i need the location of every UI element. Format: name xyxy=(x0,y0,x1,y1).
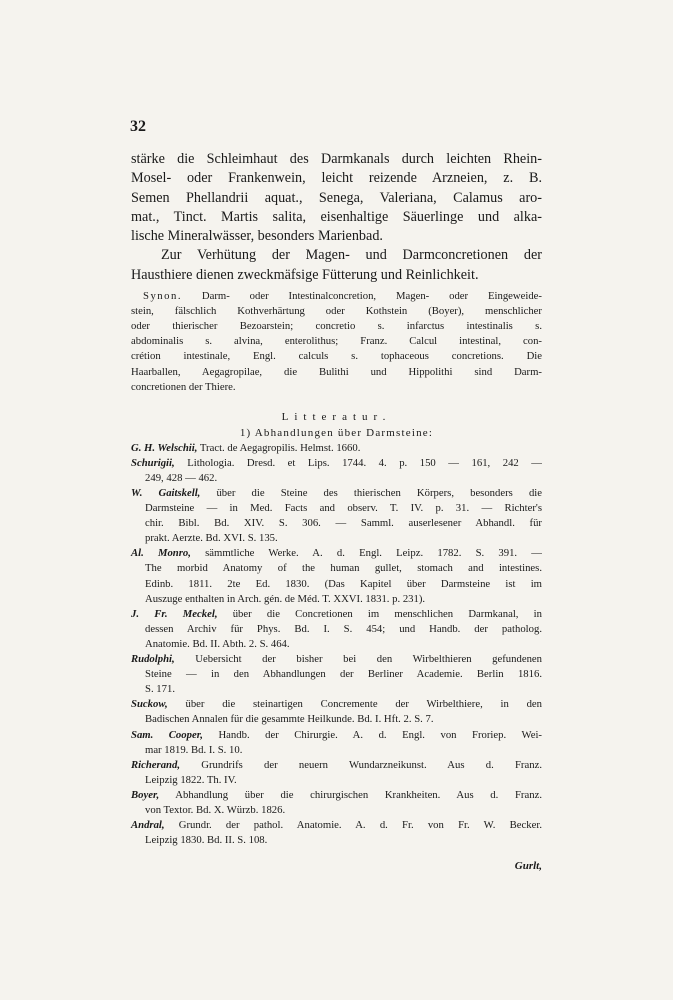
text-line xyxy=(131,441,542,456)
entry-author: Schurigii, xyxy=(131,456,175,469)
catchword: Gurlt, xyxy=(514,860,542,872)
text-line: abdominalis s. alvina, enterolithus; Franz. Calcul intestinal, con- xyxy=(131,335,542,348)
main-paragraph xyxy=(131,150,542,285)
bibliography-entry xyxy=(131,456,542,486)
text-line xyxy=(131,788,542,803)
text-line: Anatomie. Bd. II. Abth. 2. S. 464. xyxy=(145,637,290,650)
bibliography-entry xyxy=(131,697,542,727)
text-line: 249, 428 — 462. xyxy=(145,471,218,484)
entry-author: Suckow, xyxy=(131,698,168,711)
text-line: crétion intestinale, Engl. calculs s. tophaceous concretions. Die xyxy=(131,350,542,363)
bibliography-entry xyxy=(131,652,542,697)
text-line: Leipzig 1830. Bd. II. S. 108. xyxy=(145,834,268,847)
text-line: Darmsteine — in Med. Facts and observ. T. IV. p. 31. — Richter's xyxy=(145,502,542,515)
text-line: Haarballen, Aegagropilae, die Bulithi und Hippolithi sind Darm- xyxy=(131,365,542,378)
text-line: mar 1819. Bd. I. S. 10. xyxy=(145,743,243,756)
text-line: Mosel- oder Frankenwein, leicht reizende Arzneien, z. B. xyxy=(131,170,542,187)
synon-label: Synon. xyxy=(143,290,182,303)
text-line xyxy=(131,697,542,712)
text-line xyxy=(131,758,542,773)
text-line: Leipzig 1822. Th. IV. xyxy=(145,773,237,786)
text-line: Hausthiere dienen zweckmäfsige Fütterung und Reinlichkeit. xyxy=(131,266,479,283)
text-line xyxy=(131,486,542,501)
bibliography-entry xyxy=(131,728,542,758)
bibliography-list xyxy=(131,441,542,849)
entry-text: Grundr. der pathol. Anatomie. A. d. Fr. von Fr. W. Becker. xyxy=(164,819,542,832)
entry-author: Al. Monro, xyxy=(131,547,191,560)
text-line: mat., Tinct. Martis salita, eisenhaltige Säuerlinge und alka- xyxy=(131,208,542,225)
bibliography-entry xyxy=(131,486,542,546)
bibliography-entry xyxy=(131,758,542,788)
bibliography-entry xyxy=(131,818,542,848)
entry-author: Sam. Cooper, xyxy=(131,728,203,741)
text-line xyxy=(131,546,542,561)
entry-text: sämmtliche Werke. A. d. Engl. Leipz. 1782. S. 391. — xyxy=(190,547,542,560)
text-line xyxy=(131,728,542,743)
bibliography-entry xyxy=(131,546,542,606)
text-line: The morbid Anatomy of the human gullet, stomach and intestines. xyxy=(145,562,542,575)
body-text xyxy=(131,150,542,848)
text-line: concretionen der Thiere. xyxy=(131,380,236,393)
text-line: von Textor. Bd. X. Würzb. 1826. xyxy=(145,803,286,816)
bibliography-entry xyxy=(131,788,542,818)
entry-author: W. Gaitskell, xyxy=(131,487,201,500)
entry-author: Richerand, xyxy=(131,758,180,771)
text-line xyxy=(131,607,542,622)
entry-author: Boyer, xyxy=(131,788,160,801)
entry-author: Andral, xyxy=(131,819,165,832)
text-line: Semen Phellandrii aquat., Senega, Valeriana, Calamus aro- xyxy=(131,189,542,206)
text-line xyxy=(131,289,542,304)
text-line: stärke die Schleimhaut des Darmkanals durch leichten Rhein- xyxy=(131,151,542,167)
bibliography-entry xyxy=(131,607,542,652)
entry-text: Grundrifs der neuern Wundarzneikunst. Aus d. Franz. xyxy=(180,758,542,771)
text-line: Edinb. 1811. 2te Ed. 1830. (Das Kapitel über Darmsteine ist im xyxy=(145,577,542,590)
entry-text: über die Steine des thierischen Körpers, besonders die xyxy=(200,487,542,500)
text-line xyxy=(131,652,542,667)
entry-text: Uebersicht der bisher bei den Wirbelthieren gefundenen xyxy=(174,653,542,666)
entry-text: Tract. de Aegagropilis. Helmst. 1660. xyxy=(197,441,361,454)
text-line: lische Mineralwässer, besonders Marienbad. xyxy=(131,228,383,245)
text-line: Auszuge enthalten in Arch. gén. de Méd. T. XXVI. 1831. p. 231). xyxy=(145,592,426,605)
entry-text: Handb. der Chirurgie. A. d. Engl. von Froriep. Wei- xyxy=(202,728,542,741)
entry-author: G. H. Welschii, xyxy=(131,441,198,454)
synonym-paragraph xyxy=(131,289,542,395)
text-line: prakt. Aerzte. Bd. XVI. S. 135. xyxy=(145,532,278,545)
text-line: chir. Bibl. Bd. XIV. S. 306. — Samml. auserlesener Abhandl. für xyxy=(145,517,542,530)
text-line xyxy=(131,456,542,471)
entry-text: über die Concretionen im menschlichen Darmkanal, in xyxy=(217,607,542,620)
literature-heading: Litteratur. xyxy=(281,410,392,423)
text-line: Steine — in den Abhandlungen der Berliner Academie. Berlin 1816. xyxy=(145,668,542,681)
text-line: dessen Archiv für Phys. Bd. I. S. 454; und Handb. der patholog. xyxy=(145,622,542,635)
page-number: 32 xyxy=(130,118,146,135)
entry-author: Rudolphi, xyxy=(131,653,175,666)
entry-text: über die steinartigen Concremente der Wirbelthiere, in den xyxy=(167,698,542,711)
text-line xyxy=(131,818,542,833)
text-line: Badischen Annalen für die gesammte Heilkunde. Bd. I. Hft. 2. S. 7. xyxy=(145,713,434,726)
text-line: S. 171. xyxy=(145,683,175,696)
entry-author: J. Fr. Meckel, xyxy=(131,607,218,620)
entry-text: Abhandlung über die chirurgischen Krankheiten. Aus d. Franz. xyxy=(159,788,542,801)
text-line: Zur Verhütung der Magen- und Darmconcretionen der xyxy=(161,247,542,264)
entry-text: Lithologia. Dresd. et Lips. 1744. 4. p. 150 — 161, 242 — xyxy=(174,456,542,469)
literature-subheading: 1) Abhandlungen über Darmsteine: xyxy=(239,426,434,439)
text-line: stein, fälschlich Kothverhärtung oder Kothstein (Boyer), menschlicher xyxy=(131,305,542,318)
bibliography-entry xyxy=(131,441,542,456)
text-line: oder thierischer Bezoarstein; concretio s. infarctus intestinalis s. xyxy=(131,320,542,333)
synon-text: Darm- oder Intestinalconcretion, Magen- oder Eingeweide- xyxy=(182,290,542,303)
